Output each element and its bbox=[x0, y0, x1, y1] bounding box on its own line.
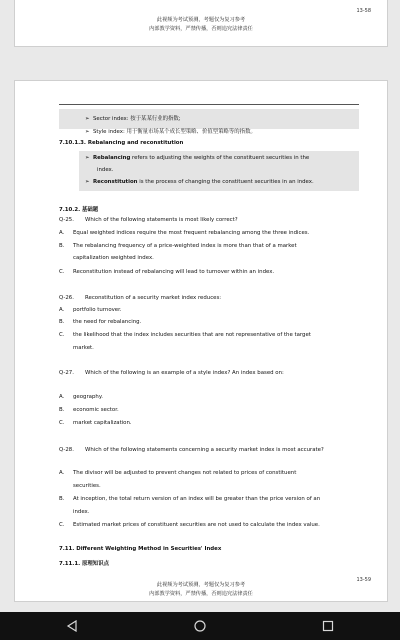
option-letter: C. bbox=[59, 522, 65, 528]
section-heading: 7.11. Different Weighting Method in Securities' Index bbox=[59, 546, 222, 552]
option-letter: B. bbox=[59, 496, 65, 502]
option-text: market capitalization. bbox=[73, 420, 132, 426]
option-letter: A. bbox=[59, 230, 65, 236]
bullet-item: ➢ Sector index: 按于某某行业的指数; bbox=[85, 116, 181, 122]
question-number: Q-28. bbox=[59, 447, 74, 453]
previous-page bbox=[14, 0, 388, 47]
page-number: 13-58 bbox=[356, 8, 371, 14]
question-number: Q-26. bbox=[59, 295, 74, 301]
recents-icon bbox=[322, 620, 334, 632]
option-text: economic sector. bbox=[73, 407, 119, 413]
header-rule bbox=[59, 104, 359, 105]
option-text: securities. bbox=[73, 483, 101, 489]
question-stem: Which of the following is an example of a style index? An index based on: bbox=[85, 370, 284, 376]
question-stem: Which of the following statements concerning a security market index is most accurate? bbox=[85, 447, 324, 453]
option-letter: A. bbox=[59, 394, 65, 400]
option-letter: B. bbox=[59, 407, 65, 413]
option-text: Reconstitution instead of rebalancing will lead to turnover within an index. bbox=[73, 269, 275, 275]
footer-notice-line-2: 内部教学资料，严禁传播，否则追究法律责任 bbox=[149, 26, 253, 32]
option-text: Equal weighted indices require the most frequent rebalancing among the three indices. bbox=[73, 230, 310, 236]
option-letter: B. bbox=[59, 319, 65, 325]
option-text: The rebalancing frequency of a price-weighted index is more than that of a market bbox=[73, 243, 297, 249]
current-page bbox=[14, 80, 388, 602]
rebalancing-definition: ➢ Rebalancing refers to adjusting the weights of the constituent securities in the bbox=[85, 155, 310, 161]
option-letter: C. bbox=[59, 332, 65, 338]
back-icon bbox=[66, 620, 78, 632]
option-text: Estimated market prices of constituent securities are not used to calculate the index value. bbox=[73, 522, 320, 528]
footer-notice-line-1: 此视频为考试预测，考题仅为复习参考 bbox=[156, 582, 246, 588]
option-letter: B. bbox=[59, 243, 65, 249]
page-number: 13-59 bbox=[356, 577, 371, 583]
question-number: Q-27. bbox=[59, 370, 74, 376]
option-text: At inception, the total return version of an index will be greater than the price version of an bbox=[73, 496, 321, 502]
section-heading: 7.11.1. 原理知识点 bbox=[59, 561, 109, 567]
footer-notice-line-1: 此视频为考试预测，考题仅为复习参考 bbox=[156, 17, 246, 23]
option-text: geography. bbox=[73, 394, 103, 400]
option-letter: A. bbox=[59, 307, 65, 313]
option-letter: A. bbox=[59, 470, 65, 476]
section-heading: 7.10.2. 基础题 bbox=[59, 207, 99, 213]
option-text: the need for rebalancing. bbox=[73, 319, 142, 325]
home-button[interactable] bbox=[180, 612, 220, 640]
bullet-item: ➢ Style index: 用于衡量市场某个成长型策略、价值型策略等的指数。 bbox=[85, 129, 256, 135]
option-text: The divisor will be adjusted to prevent changes not related to prices of constituent bbox=[73, 470, 297, 476]
question-stem: Reconstitution of a security market index reduces: bbox=[85, 295, 222, 301]
option-text: the likelihood that the index includes securities that are not representative of the target bbox=[73, 332, 311, 338]
section-heading: 7.10.1.3. Rebalancing and reconstitution bbox=[59, 140, 184, 146]
navigation-bar bbox=[0, 612, 400, 640]
option-letter: C. bbox=[59, 269, 65, 275]
question-stem: Which of the following statements is most likely correct? bbox=[85, 217, 238, 223]
footer-notice-line-2: 内部教学资料，严禁传播，否则追究法律责任 bbox=[149, 591, 253, 597]
reconstitution-definition: ➢ Reconstitution is the process of changing the constituent securities in an index. bbox=[85, 179, 314, 185]
home-icon bbox=[194, 620, 206, 632]
recents-button[interactable] bbox=[308, 612, 348, 640]
option-text: capitalization weighted index. bbox=[73, 255, 154, 261]
option-text: market. bbox=[73, 345, 94, 351]
option-letter: C. bbox=[59, 420, 65, 426]
option-text: index. bbox=[73, 509, 90, 515]
rebalancing-definition-cont: index. bbox=[97, 167, 114, 173]
back-button[interactable] bbox=[52, 612, 92, 640]
option-text: portfolio turnover. bbox=[73, 307, 122, 313]
question-number: Q-25. bbox=[59, 217, 74, 223]
